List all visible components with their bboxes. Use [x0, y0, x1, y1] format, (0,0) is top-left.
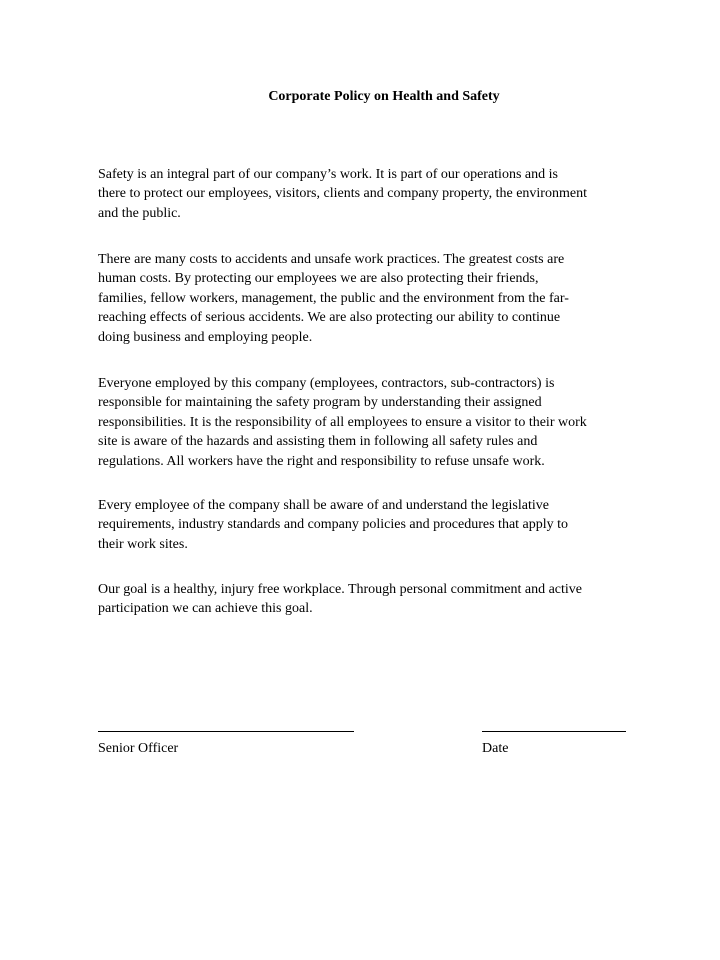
paragraph-line: There are many costs to accidents and unsafe work practices. The greatest costs are: [98, 252, 565, 267]
paragraph-line: Safety is an integral part of our company’s work. It is part of our operations and is: [98, 167, 558, 182]
policy-paragraph-safety-integral: [98, 165, 664, 223]
policy-paragraph-accident-costs: [98, 250, 664, 347]
paragraph-line: responsible for maintaining the safety program by understanding their assigned: [98, 395, 542, 411]
policy-paragraph-goal: [98, 580, 664, 619]
document-title: Corporate Policy on Health and Safety: [268, 89, 500, 104]
senior-officer-label: Senior Officer: [98, 741, 179, 756]
senior-officer-signature-line: [98, 731, 354, 732]
paragraph-line: Our goal is a healthy, injury free workplace. Through personal commitment and active: [98, 582, 583, 597]
paragraph-line: Every employee of the company shall be aware of and understand the legislative: [98, 498, 549, 513]
paragraph-line: their work sites.: [98, 536, 188, 552]
paragraph-line: site is aware of the hazards and assisting them in following all safety rules and: [98, 434, 538, 450]
date-label: Date: [482, 741, 509, 756]
paragraph-line: there to protect our employees, visitors, clients and company property, the environment: [98, 186, 587, 202]
paragraph-line: regulations. All workers have the right and responsibility to refuse unsafe work.: [98, 453, 545, 469]
paragraph-line: families, fellow workers, management, the public and the environment from the far-: [98, 290, 569, 306]
paragraph-line: Everyone employed by this company (employees, contractors, sub-contractors) is: [98, 376, 555, 391]
paragraph-line: doing business and employing people.: [98, 329, 313, 345]
paragraph-line: responsibilities. It is the responsibility of all employees to ensure a visitor to their work: [98, 414, 587, 430]
policy-paragraph-responsibilities: [98, 374, 664, 471]
paragraph-line: and the public.: [98, 205, 181, 221]
paragraph-line: requirements, industry standards and company policies and procedures that apply to: [98, 517, 569, 533]
paragraph-line: participation we can achieve this goal.: [98, 601, 313, 617]
paragraph-line: human costs. By protecting our employees we are also protecting their friends,: [98, 271, 539, 287]
date-signature-line: [482, 731, 626, 732]
policy-paragraph-legislative-awareness: [98, 496, 664, 554]
paragraph-line: reaching effects of serious accidents. We are also protecting our ability to continue: [98, 310, 561, 326]
